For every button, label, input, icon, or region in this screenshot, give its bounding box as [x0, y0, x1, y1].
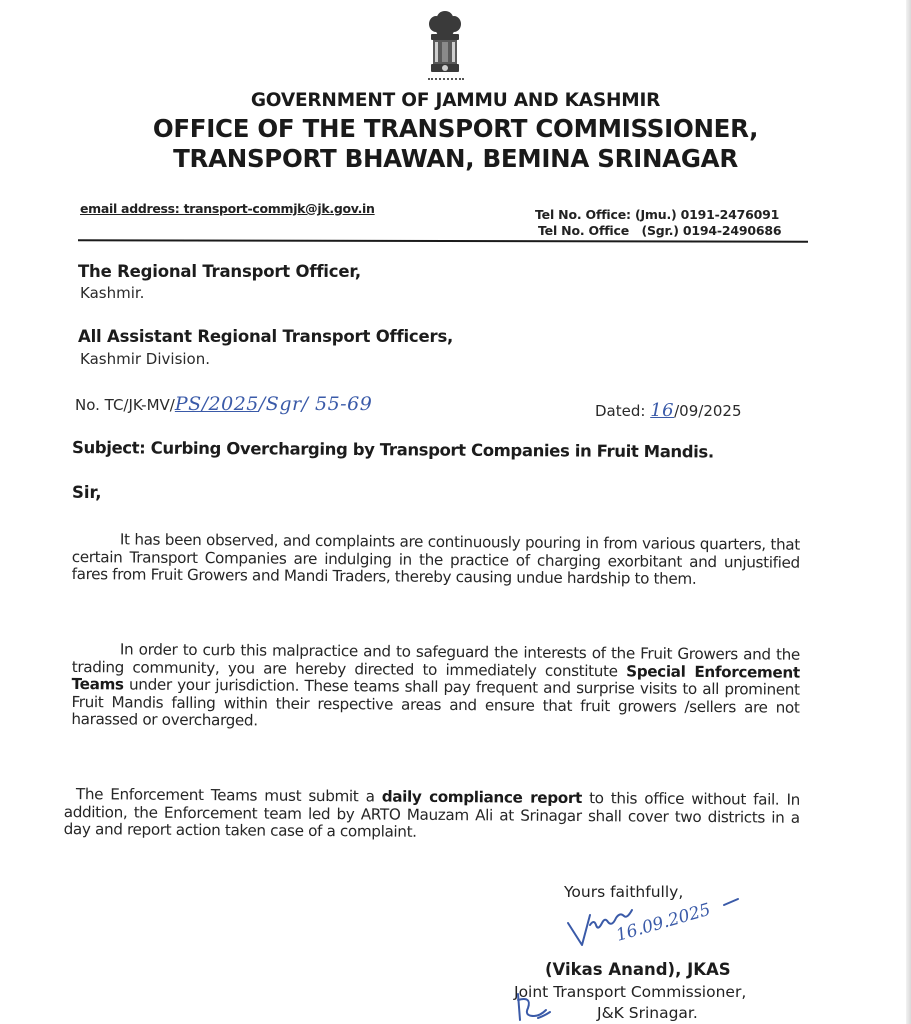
national-emblem-icon — [420, 6, 470, 84]
body-paragraph-2: In order to curb this malpractice and to safeguard the interests of the Fruit Growers and the trading community, you are hereby directed to immediately constitute Special Enforcement Teams under your jurisdiction. These teams shall pay frequent and surprise visits to all prominent Fruit Mandis falling within their respective areas and ensure that fruit growers /sellers are not harassed or overcharged. — [71, 640, 800, 730]
letterhead-office: OFFICE OF THE TRANSPORT COMMISSIONER, — [152, 114, 759, 143]
letterhead-government: GOVERNMENT OF JAMMU AND KASHMIR — [250, 90, 661, 111]
signer-designation: Joint Transport Commissioner, — [514, 983, 747, 1001]
tel-jammu: Tel No. Office: (Jmu.) 0191-2476091 — [535, 207, 780, 222]
emphasis-daily-compliance-report: daily compliance report — [381, 787, 582, 808]
emblem-caption — [428, 78, 464, 83]
addressee-rto-title: The Regional Transport Officer, — [78, 262, 361, 281]
header-divider — [78, 239, 808, 243]
email-address: email address: transport-commjk@jk.gov.in — [80, 201, 375, 216]
reference-handwritten-b: /Sgr/ 55-69 — [258, 393, 373, 415]
dated-rest: /09/2025 — [674, 402, 742, 420]
addressee-rto-location: Kashmir. — [80, 284, 145, 302]
handwritten-signature — [560, 885, 790, 955]
signer-location: J&K Srinagar. — [597, 1004, 698, 1022]
svg-text:16.09.2025: 16.09.2025 — [613, 899, 713, 946]
dated — [595, 400, 742, 421]
closing: Yours faithfully, — [564, 883, 684, 901]
reference-number — [75, 393, 372, 415]
addressee-arto-location: Kashmir Division. — [80, 350, 210, 368]
emphasis-special-enforcement-teams: Special Enforcement Teams — [71, 661, 800, 694]
dated-day-handwritten: 16 — [650, 400, 675, 421]
body-paragraph-3: The Enforcement Teams must submit a daily compliance report to this office without fail. In addition, the Enforcement team led by ARTO Mauzam Ali at Srinagar shall cover two districts in a day and report action taken case of a complaint. — [63, 785, 801, 841]
addressee-arto-title: All Assistant Regional Transport Officers, — [78, 327, 454, 346]
letterhead-address: TRANSPORT BHAWAN, BEMINA SRINAGAR — [173, 144, 738, 173]
body-paragraph-1: It has been observed, and complaints are continuously pouring in from various quarters, that certain Transport Companies are indulging in the practice of charging exorbitant and unjustified fares from Fruit Growers and Mandi Traders, thereby causing undue hardship to them. — [71, 530, 800, 588]
tel-srinagar: Tel No. Office (Sgr.) 0194-2490686 — [538, 223, 782, 238]
handwritten-initials — [510, 990, 560, 1024]
reference-prefix: No. TC/JK-MV/ — [75, 396, 175, 414]
dated-label: Dated: — [595, 402, 646, 420]
salutation: Sir, — [72, 483, 102, 502]
reference-handwritten-a: PS/2025 — [174, 393, 259, 415]
subject-line: Subject: Curbing Overcharging by Transport Companies in Fruit Mandis. — [71, 438, 714, 462]
